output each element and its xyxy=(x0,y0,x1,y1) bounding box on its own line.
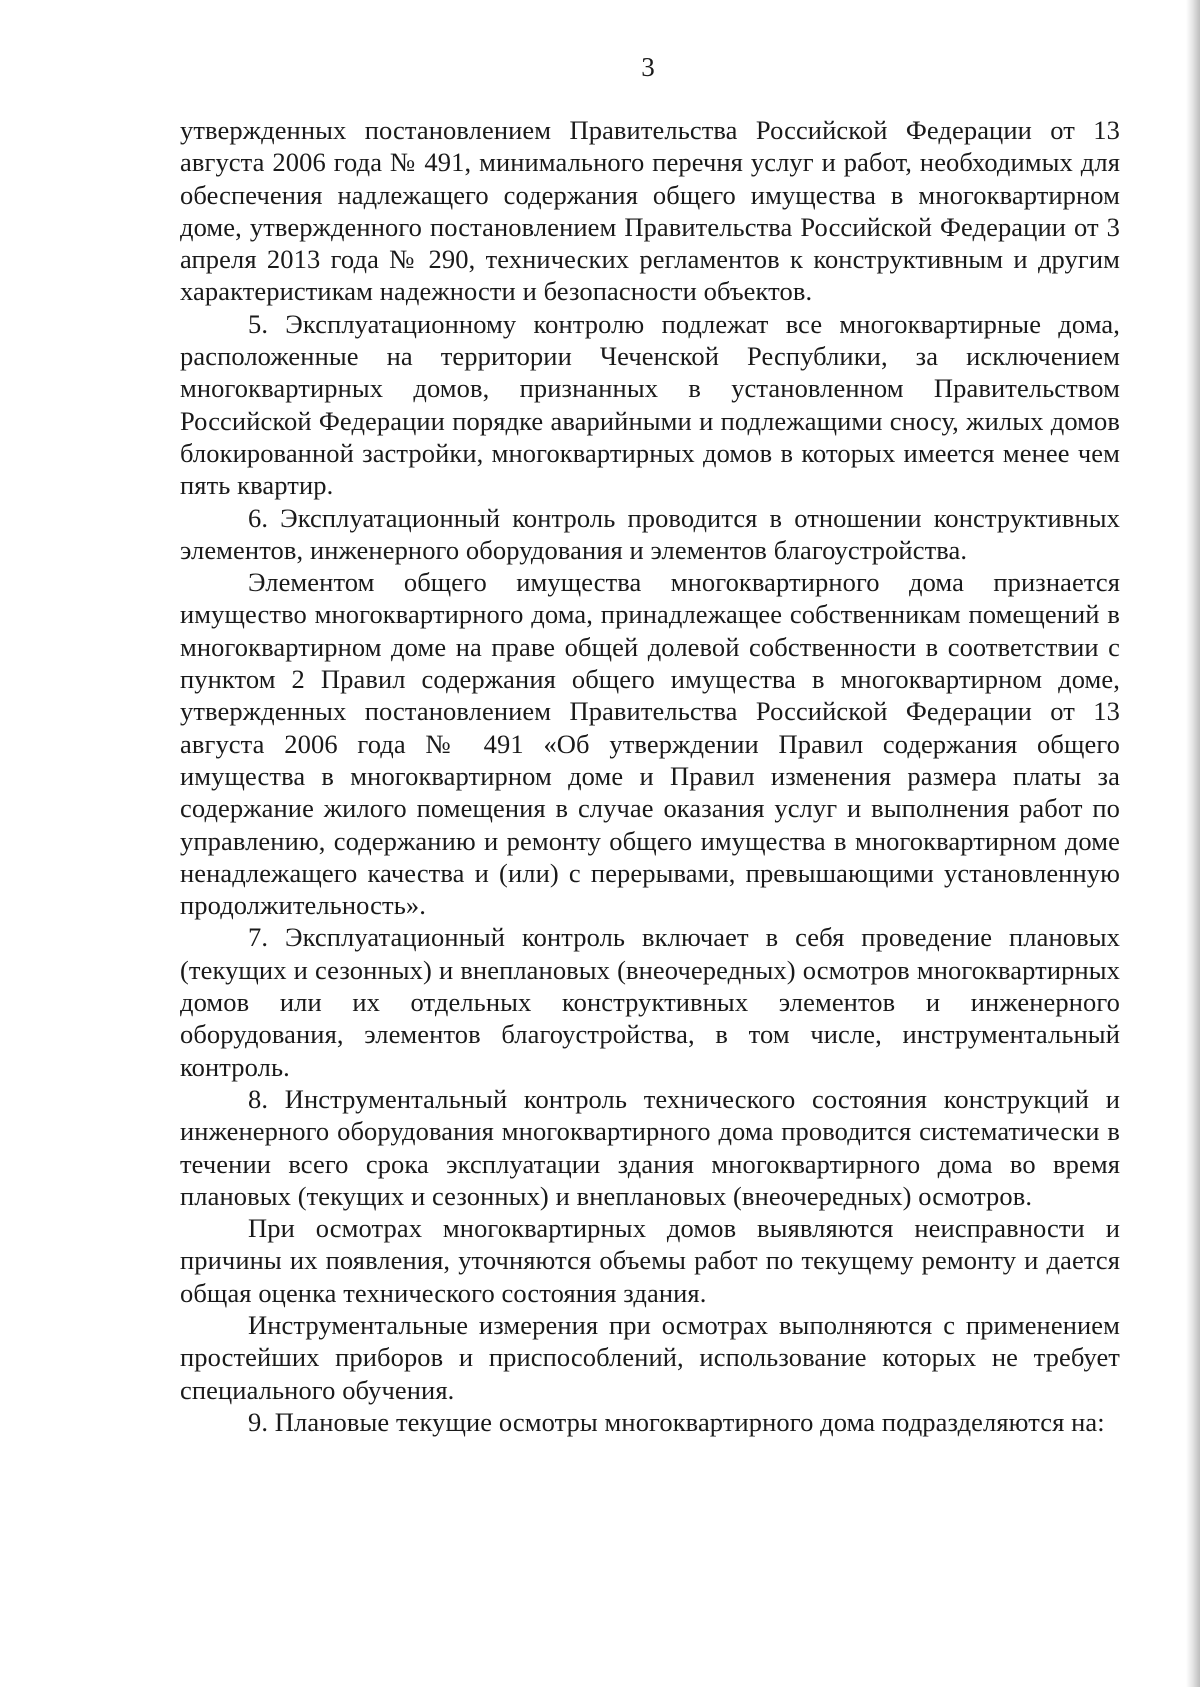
document-body xyxy=(180,114,1120,1438)
paragraph-item-7: 7. Эксплуатационный контроль включает в себя проведение плановых (текущих и сезонных) и внеплановых (внеочередных) осмотров многоквартирных домов или их отдельных конструктивных элементов и инженерного оборудования, элементов благоустройства, в том числе, инструментальный контроль. xyxy=(180,922,1120,1082)
paragraph-item-9: 9. Плановые текущие осмотры многоквартирного дома подразделяются на: xyxy=(248,1406,1105,1437)
paragraph-continuation: утвержденных постановлением Правительства Российской Федерации от 13 августа 2006 года № 491, минимального перечня услуг и работ, необходимых для обеспечения надлежащего содержания общего имущества в многоквартирном доме, утвержденного постановлением Правительства Российской Федерации от 3 апреля 2013 года № 290, технических регламентов к конструктивным и другим характеристикам надежности и безопасности объектов. xyxy=(180,115,1120,307)
paragraph-item-8: 8. Инструментальный контроль технического состояния конструкций и инженерного оборудования многоквартирного дома проводится систематически в течении всего срока эксплуатации здания многоквартирного дома во время плановых (текущих и сезонных) и внеплановых (внеочередных) осмотров. xyxy=(180,1083,1120,1211)
scan-edge-shadow xyxy=(1186,0,1200,1687)
paragraph-item-6: 6. Эксплуатационный контроль проводится в отношении конструктивных элементов, инженерного оборудования и элементов благоустройства. xyxy=(180,502,1120,565)
paragraph-inspections: При осмотрах многоквартирных домов выявляются неисправности и причины их появления, уточняются объемы работ по текущему ремонту и дается общая оценка технического состояния здания. xyxy=(180,1213,1120,1308)
page-number: 3 xyxy=(641,52,655,82)
paragraph-item-5: 5. Эксплуатационному контролю подлежат все многоквартирные дома, расположенные на территории Чеченской Республики, за исключением многоквартирных домов, признанных в установленном Правительством Российской Федерации порядке аварийными и подлежащими сносу, жилых домов блокированной застройки, многоквартирных домов в которых имеется менее чем пять квартир. xyxy=(180,308,1120,501)
paragraph-common-property-definition: Элементом общего имущества многоквартирного дома признается имущество многоквартирного дома, принадлежащее собственникам помещений в многоквартирном доме на праве общей долевой собственности в соответствии с пунктом 2 Правил содержания общего имущества в многоквартирном доме, утвержденных постановлением Правительства Российской Федерации от 13 августа 2006 года № 491 «Об утверждении Правил содержания общего имущества в многоквартирном доме и Правил изменения размера платы за содержание жилого помещения в случае оказания услуг и выполнения работ по управлению, содержанию и ремонту общего имущества в многоквартирном доме ненадлежащего качества и (или) с перерывами, превышающими установленную продолжительность». xyxy=(180,567,1120,921)
paragraph-instrumental-measurements: Инструментальные измерения при осмотрах выполняются с применением простейших приборов и приспособлений, использование которых не требует специального обучения. xyxy=(180,1309,1120,1405)
